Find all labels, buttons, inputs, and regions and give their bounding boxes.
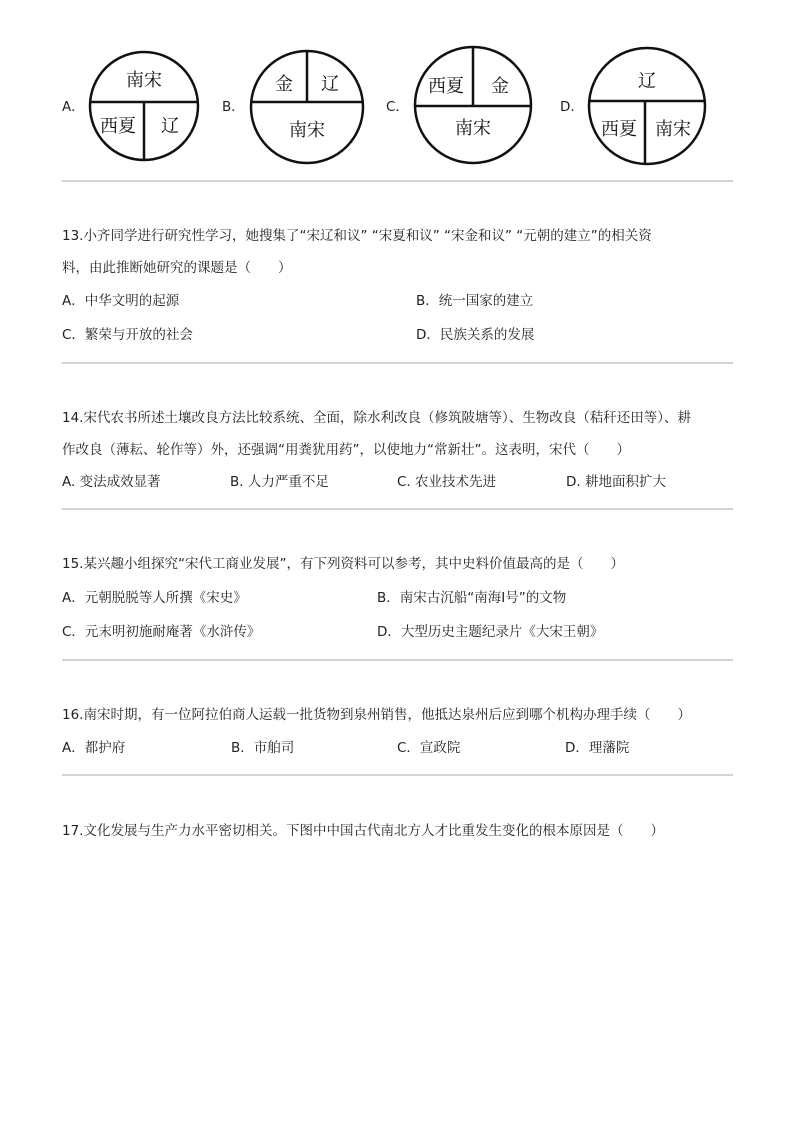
q13-stem-line1: 13.小齐同学进行研究性学习，她搜集了“宋辽和议” “宋夏和议” “宋金和议” “元朝的建立”的相关资 [62,228,652,244]
q14-option-d: D. 耕地面积扩大 [566,474,666,490]
q15-option-d: D．大型历史主题纪录片《大宋王朝》 [377,624,604,640]
q15-option-b: B．南宋古沉船“南海Ⅰ号”的文物 [377,590,567,606]
divider [62,508,733,510]
q14-stem-line1: 14.宋代农书所述土壤改良方法比较系统、全面，除水利改良（修筑陂塘等）、生物改良（秸秆还田等）、耕 [62,410,691,426]
q13-option-c: C．繁荣与开放的社会 [62,327,193,343]
q13-stem-line2: 料，由此推断她研究的课题是（ ） [62,260,292,276]
divider [62,774,733,776]
q12-b-bottom-label: 南宋 [289,120,325,141]
q16-option-d: D．理藩院 [565,740,630,756]
q16-option-a: A．都护府 [62,740,126,756]
q12-d-right-label: 南宋 [655,119,691,140]
q14-option-c: C. 农业技术先进 [397,474,497,490]
q14-stem-line2: 作改良（薄耘、轮作等）外，还强调“用粪犹用药”，以使地力“常新壮”。这表明，宋代（ ） [62,442,630,458]
divider [62,362,733,364]
q16-stem-line1: 16.南宋时期，有一位阿拉伯商人运载一批货物到泉州销售，他抵达泉州后应到哪个机构办理手续（ ） [62,707,691,723]
q12-b-right-label: 辽 [321,74,339,95]
q12-a-right-label: 辽 [161,116,179,137]
q12-c-left-label: 西夏 [428,76,464,97]
q12-option-b-diagram [248,48,366,166]
q12-c-bottom-label: 南宋 [455,118,491,139]
q15-option-a: A．元朝脱脱等人所撰《宋史》 [62,590,247,606]
q12-d-top-label: 辽 [638,71,656,92]
q13-option-a: A．中华文明的起源 [62,293,180,309]
q12-option-d-letter: D． [560,99,584,115]
q12-option-a-letter: A． [62,99,85,115]
q13-option-d: D．民族关系的发展 [416,327,535,343]
q12-d-left-label: 西夏 [601,119,637,140]
q16-option-b: B．市舶司 [231,740,295,756]
q17-stem-line1: 17.文化发展与生产力水平密切相关。下图中中国古代南北方人才比重发生变化的根本原因是（ ） [62,823,664,839]
q12-a-left-label: 西夏 [100,116,136,137]
q15-option-c: C．元末明初施耐庵著《水浒传》 [62,624,261,640]
q12-option-c-diagram [412,44,534,166]
q12-a-top-label: 南宋 [126,70,162,91]
divider [62,659,733,661]
q15-stem-line1: 15.某兴趣小组探究“宋代工商业发展”，有下列资料可以参考，其中史料价值最高的是（ ） [62,556,624,572]
q12-c-right-label: 金 [491,76,509,97]
q14-option-a: A. 变法成效显著 [62,474,161,490]
q13-option-b: B．统一国家的建立 [416,293,534,309]
divider [62,180,733,182]
q12-option-d-diagram [586,45,708,167]
q14-option-b: B. 人力严重不足 [230,474,329,490]
q12-option-b-letter: B． [222,99,245,115]
q12-option-a-diagram [88,50,200,162]
q12-option-c-letter: C． [386,99,409,115]
q16-option-c: C．宣政院 [397,740,461,756]
q12-b-left-label: 金 [275,74,293,95]
